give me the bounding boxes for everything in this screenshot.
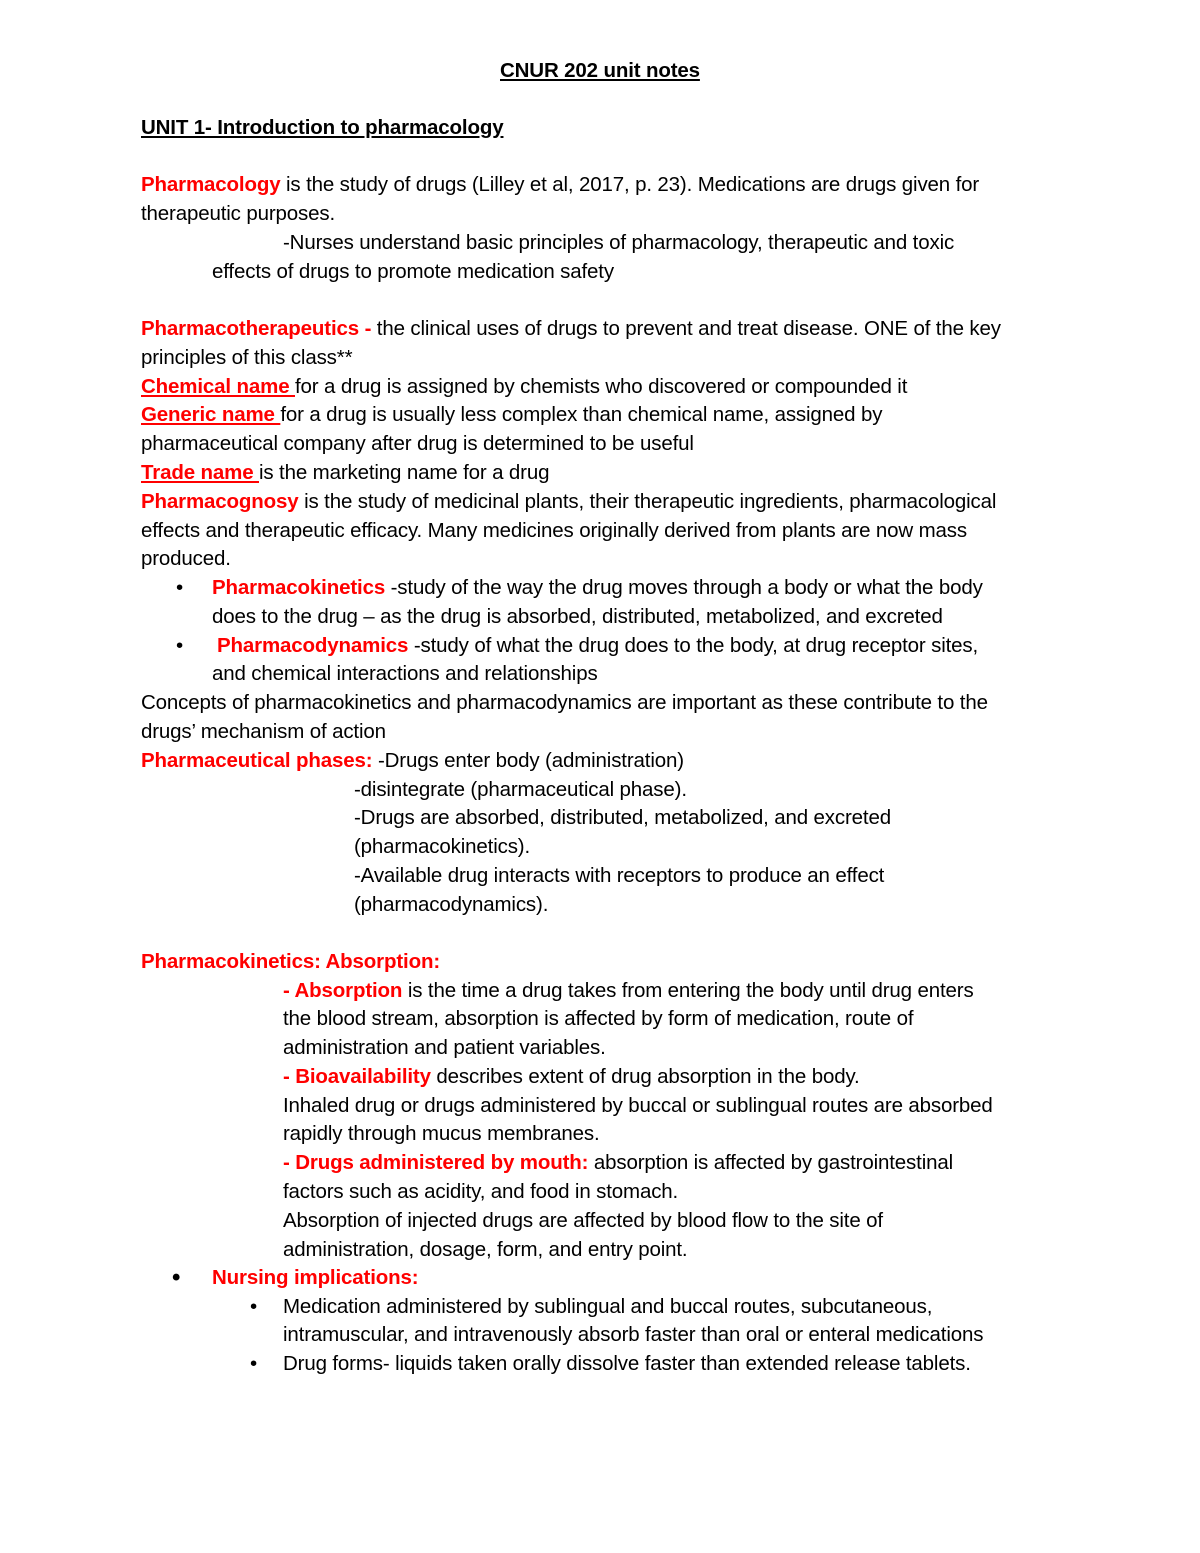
term-pharmacotherapeutics: Pharmacotherapeutics - xyxy=(141,317,377,340)
bullet-icon: • xyxy=(172,1264,181,1291)
definition-text: for a drug is assigned by chemists who discovered or compounded it xyxy=(295,375,908,398)
trade-name-definition xyxy=(141,458,549,487)
term-trade-name: Trade name xyxy=(141,461,259,484)
text-line: drugs’ mechanism of action xyxy=(141,720,386,743)
phase-line: (pharmacokinetics). xyxy=(354,835,531,858)
bullet-icon: • xyxy=(250,1295,258,1318)
text-line: produced. xyxy=(141,547,231,570)
definition-text: the clinical uses of drugs to prevent and treat disease. ONE of the key xyxy=(376,317,1001,340)
text-line: administration, dosage, form, and entry point. xyxy=(283,1238,688,1261)
text-line: and chemical interactions and relationships xyxy=(212,662,598,685)
term-pharmacodynamics: Pharmacodynamics xyxy=(217,634,409,657)
definition-text: is the study of drugs (Lilley et al, 2017, p. 23). Medications are drugs given for xyxy=(280,173,980,196)
pharmacognosy-definition xyxy=(141,487,996,516)
term-pharmacognosy: Pharmacognosy xyxy=(141,490,299,513)
term-bioavailability: Bioavailability xyxy=(295,1065,431,1088)
absorption-item xyxy=(283,976,974,1005)
text-line: effects of drugs to promote medication safety xyxy=(212,260,614,283)
text-line: Inhaled drug or drugs administered by buccal or sublingual routes are absorbed xyxy=(283,1094,993,1117)
nursing-heading: Nursing implications: xyxy=(212,1266,419,1289)
pharmacology-definition xyxy=(141,170,979,199)
oral-drugs-item xyxy=(283,1148,953,1177)
text-line: factors such as acidity, and food in stomach. xyxy=(283,1180,679,1203)
phase-text: -Drugs enter body (administration) xyxy=(377,749,684,772)
text-line: Absorption of injected drugs are affected by blood flow to the site of xyxy=(283,1209,883,1232)
text-line: does to the drug – as the drug is absorbed, distributed, metabolized, and excreted xyxy=(212,605,943,628)
definition-text: is the time a drug takes from entering the body until drug enters xyxy=(402,979,974,1002)
text-line: the blood stream, absorption is affected by form of medication, route of xyxy=(283,1007,914,1030)
nursing-item-cont: intramuscular, and intravenously absorb faster than oral or enteral medications xyxy=(283,1323,984,1346)
definition-text: -study of the way the drug moves through a body or what the body xyxy=(385,576,983,599)
bullet-icon: • xyxy=(250,1352,258,1375)
chemical-name-definition xyxy=(141,372,907,401)
bioavailability-item xyxy=(283,1062,860,1091)
text-line: principles of this class** xyxy=(141,346,353,369)
phase-line: -Drugs are absorbed, distributed, metabolized, and excreted xyxy=(354,806,891,829)
pharmaceutical-phases xyxy=(141,746,684,775)
phase-line: -Available drug interacts with receptors to produce an effect xyxy=(354,864,885,887)
definition-text: describes extent of drug absorption in the body. xyxy=(430,1065,860,1088)
generic-name-definition xyxy=(141,400,882,429)
text-line: administration and patient variables. xyxy=(283,1036,606,1059)
definition-text: is the study of medicinal plants, their therapeutic ingredients, pharmacological xyxy=(298,490,997,513)
phase-line: -disintegrate (pharmaceutical phase). xyxy=(354,778,687,801)
text-line: Concepts of pharmacokinetics and pharmacodynamics are important as these contribute to the xyxy=(141,691,988,714)
term-absorption: Absorption xyxy=(294,979,403,1002)
text-line: -Nurses understand basic principles of pharmacology, therapeutic and toxic xyxy=(283,231,955,254)
text-line: pharmaceutical company after drug is determined to be useful xyxy=(141,432,694,455)
term-pharmacokinetics: Pharmacokinetics xyxy=(212,576,386,599)
pharmacodynamics-item xyxy=(217,631,978,660)
definition-text: is the marketing name for a drug xyxy=(259,461,550,484)
term-drugs-by-mouth: Drugs administered by mouth: xyxy=(295,1151,589,1174)
pharmacokinetics-item xyxy=(212,573,983,602)
term-chemical-name: Chemical name xyxy=(141,375,295,398)
pharmacotherapeutics-definition xyxy=(141,314,1001,343)
nursing-item: Medication administered by sublingual and buccal routes, subcutaneous, xyxy=(283,1295,933,1318)
page-title: CNUR 202 unit notes xyxy=(500,59,700,82)
text-line: rapidly through mucus membranes. xyxy=(283,1122,600,1145)
nursing-item: Drug forms- liquids taken orally dissolve faster than extended release tablets. xyxy=(283,1352,971,1375)
bullet-icon: • xyxy=(176,634,184,657)
definition-text: -study of what the drug does to the body, at drug receptor sites, xyxy=(408,634,979,657)
phase-line: (pharmacodynamics). xyxy=(354,893,549,916)
text-line: effects and therapeutic efficacy. Many medicines originally derived from plants are now mass xyxy=(141,519,967,542)
dash: - xyxy=(283,1065,296,1088)
term-pharmaceutical-phases: Pharmaceutical phases: xyxy=(141,749,378,772)
definition-text: absorption is affected by gastrointestinal xyxy=(588,1151,954,1174)
bullet-icon: • xyxy=(176,576,184,599)
unit-heading: UNIT 1- Introduction to pharmacology xyxy=(141,116,504,139)
absorption-heading: Pharmacokinetics: Absorption: xyxy=(141,950,441,973)
dash: - xyxy=(283,979,295,1002)
term-generic-name: Generic name xyxy=(141,403,281,426)
term-pharmacology: Pharmacology xyxy=(141,173,281,196)
dash: - xyxy=(283,1151,296,1174)
definition-text: for a drug is usually less complex than chemical name, assigned by xyxy=(280,403,883,426)
text-line: therapeutic purposes. xyxy=(141,202,336,225)
